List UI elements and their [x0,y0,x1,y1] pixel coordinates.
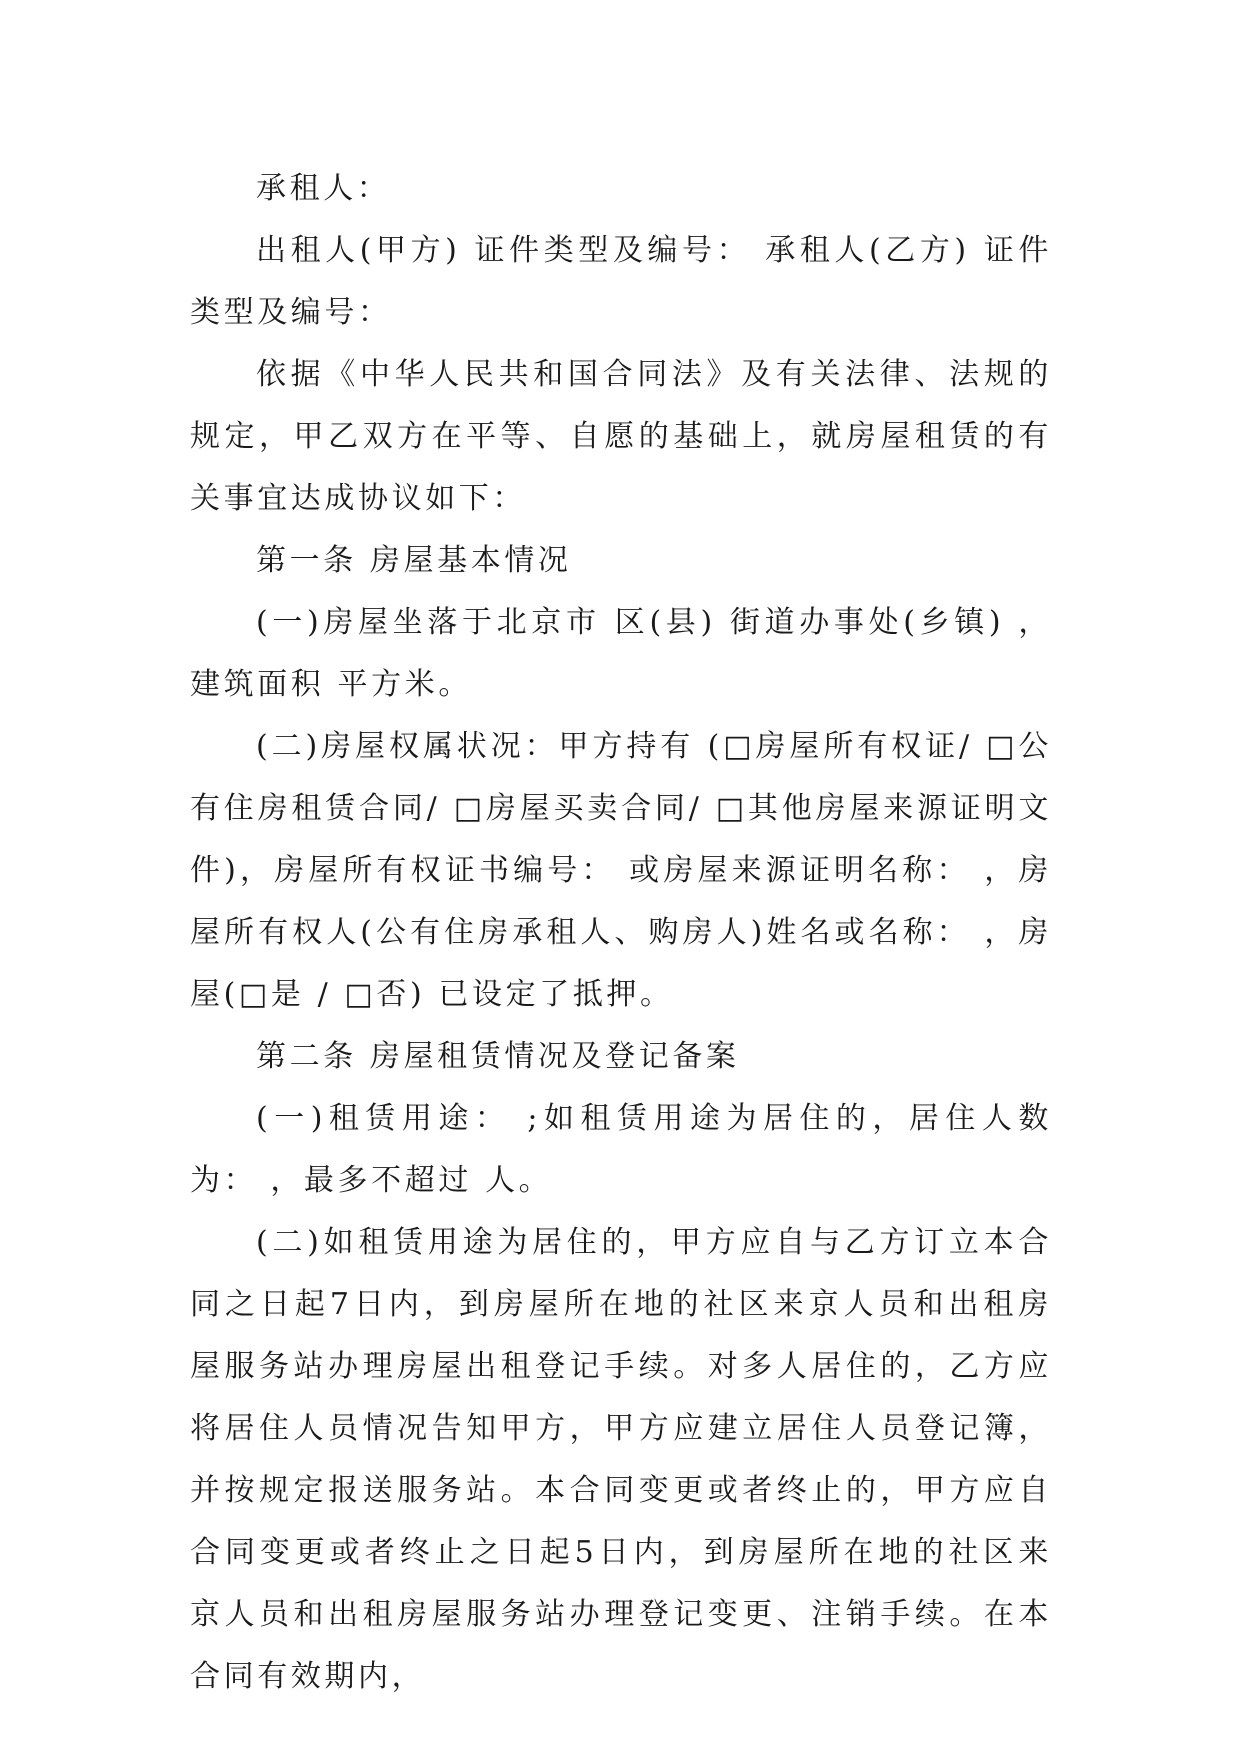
article-2-heading: 第二条 房屋租赁情况及登记备案 [256,1039,740,1074]
paragraph-house-ownership: (二)房屋权属状况：甲方持有 (□房屋所有权证/ □公有住房租赁合同/ □房屋买卖合同/ □其他房屋来源证明文件)，房屋所有权证书编号： 或房屋来源证明名称： ，房屋所有权人(公有住房承租人、购房人)姓名或名称： ，房屋(□是 / □否) 已设定了抵押。 [190,729,1052,1012]
paragraph-lease-purpose: (一)租赁用途： ;如租赁用途为居住的，居住人数为： ，最多不超过 人。 [190,1101,1052,1198]
paragraph-lessee-label: 承租人： [256,171,391,206]
paragraph-legal-basis: 依据《中华人民共和国合同法》及有关法律、法规的规定，甲乙双方在平等、自愿的基础上，就房屋租赁的有关事宜达成协议如下： [190,357,1052,516]
contract-body [190,158,1052,1708]
paragraph-registration: (二)如租赁用途为居住的，甲方应自与乙方订立本合同之日起7日内，到房屋所在地的社区来京人员和出租房屋服务站办理房屋出租登记手续。对多人居住的，乙方应将居住人员情况告知甲方，甲方应建立居住人员登记簿，并按规定报送服务站。本合同变更或者终止的，甲方应自合同变更或者终止之日起5日内，到房屋所在地的社区来京人员和出租房屋服务站办理登记变更、注销手续。在本合同有效期内， [190,1225,1052,1694]
paragraph-party-ids: 出租人(甲方) 证件类型及编号： 承租人(乙方) 证件类型及编号： [190,233,1052,330]
article-1-heading: 第一条 房屋基本情况 [256,543,572,578]
paragraph-house-location: (一)房屋坐落于北京市 区(县) 街道办事处(乡镇) ，建筑面积 平方米。 [190,605,1052,702]
